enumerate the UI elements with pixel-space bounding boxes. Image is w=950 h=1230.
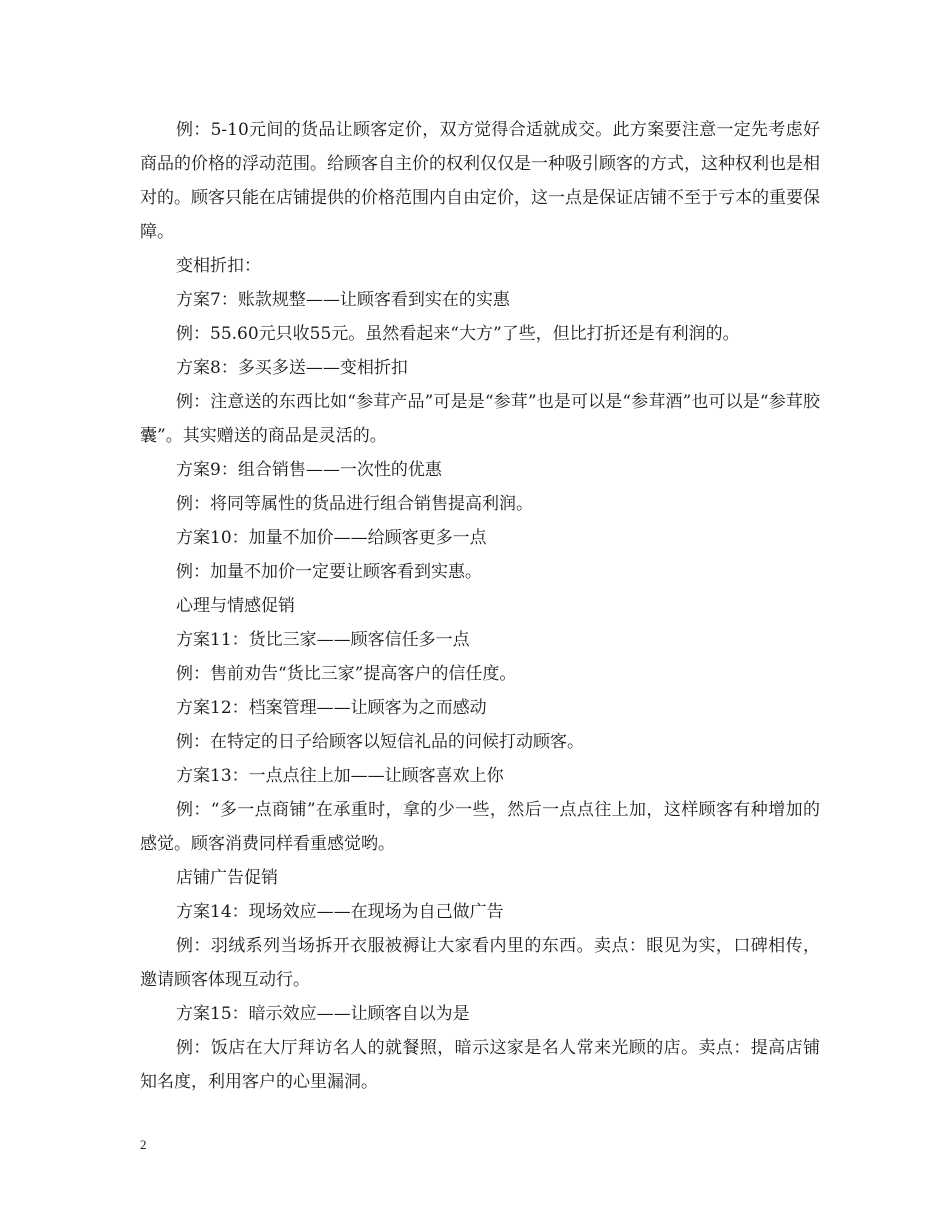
plan-title: 方案13：一点点往上加——让顾客喜欢上你 (176, 766, 504, 786)
paragraph: 例：55.60元只收55元。虽然看起来“大方”了些，但比打折还是有利润的。 (176, 324, 740, 344)
plan-title: 方案8：多买多送——变相折扣 (176, 358, 408, 378)
plan-title: 方案10：加量不加价——给顾客更多一点 (176, 528, 487, 548)
paragraph: 例：在特定的日子给顾客以短信礼品的问候打动顾客。 (176, 732, 584, 752)
plan-title: 方案9：组合销售——一次性的优惠 (176, 460, 442, 480)
plan-title: 方案11：货比三家——顾客信任多一点 (176, 630, 470, 650)
section-heading: 变相折扣： (176, 256, 261, 276)
plan-title: 方案14：现场效应——在现场为自己做广告 (176, 902, 504, 922)
paragraph: 例：饭店在大厅拜访名人的就餐照，暗示这家是名人常来光顾的店。卖点：提高店铺知名度，利用客户的心里漏洞。 (140, 1038, 820, 1092)
paragraph: 例：“多一点商铺”在承重时，拿的少一些，然后一点点往上加，这样顾客有种增加的感觉。顾客消费同样看重感觉哟。 (140, 800, 820, 854)
paragraph: 例：注意送的东西比如“参茸产品”可是是“参茸”也是可以是“参茸酒”也可以是“参茸胶囊”。其实赠送的商品是灵活的。 (140, 392, 820, 446)
page-number: 2 (140, 1137, 147, 1152)
section-heading: 店铺广告促销 (176, 868, 278, 888)
plan-title: 方案7：账款规整——让顾客看到实在的实惠 (176, 290, 510, 310)
plan-title: 方案12：档案管理——让顾客为之而感动 (176, 698, 487, 718)
body-text (140, 113, 820, 1099)
paragraph: 例：售前劝告“货比三家”提高客户的信任度。 (176, 664, 517, 684)
paragraph: 例：将同等属性的货品进行组合销售提高利润。 (176, 494, 533, 514)
paragraph: 例：加量不加价一定要让顾客看到实惠。 (176, 562, 482, 582)
paragraph: 例：羽绒系列当场拆开衣服被褥让大家看内里的东西。卖点：眼见为实，口碑相传，邀请顾客体现互动行。 (140, 936, 820, 990)
section-heading: 心理与情感促销 (176, 596, 295, 616)
paragraph: 例：5-10元间的货品让顾客定价，双方觉得合适就成交。此方案要注意一定先考虑好商品的价格的浮动范围。给顾客自主价的权利仅仅是一种吸引顾客的方式，这种权利也是相对的。顾客只能在店铺提供的价格范围内自由定价，这一点是保证店铺不至于亏本的重要保障。 (140, 120, 820, 242)
plan-title: 方案15：暗示效应——让顾客自以为是 (176, 1004, 470, 1024)
